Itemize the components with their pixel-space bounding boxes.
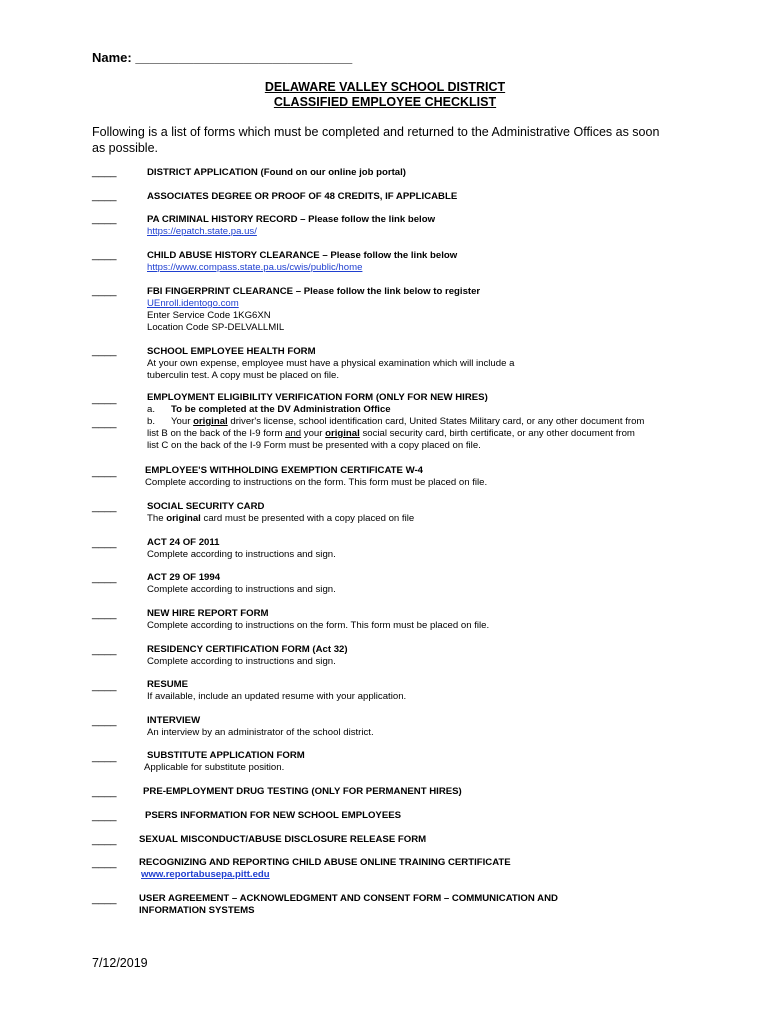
check-blank[interactable]: ____: [92, 572, 117, 584]
list-item: [144, 750, 687, 774]
emphasis-and: and: [285, 428, 302, 439]
checklist-title: CLASSIFIED EMPLOYEE CHECKLIST: [273, 95, 497, 109]
check-blank[interactable]: ____: [92, 466, 117, 478]
sub-item-marker: a.: [147, 404, 156, 415]
sub-item-a: [147, 404, 687, 416]
sub-item-b: [147, 416, 687, 428]
list-item: [143, 786, 683, 798]
sub-item-text: social security card, birth certificate, or any other document from: [359, 428, 635, 439]
item-description: At your own expense, employee must have a physical examination which will include a: [147, 358, 515, 369]
check-blank[interactable]: ____: [92, 249, 117, 261]
item-title: RECOGNIZING AND REPORTING CHILD ABUSE ONLINE TRAINING CERTIFICATE: [139, 857, 511, 868]
check-blank[interactable]: ____: [92, 285, 117, 297]
item-title-continued: INFORMATION SYSTEMS: [139, 905, 255, 916]
check-blank[interactable]: ____: [92, 644, 117, 656]
name-blank-line: ______________________________: [135, 50, 353, 65]
check-blank[interactable]: ____: [92, 751, 117, 763]
list-item: [147, 679, 687, 703]
check-blank[interactable]: ____: [92, 166, 117, 178]
item-title: NEW HIRE REPORT FORM: [147, 608, 269, 619]
child-abuse-clearance-link[interactable]: https://www.compass.state.pa.us/cwis/public/home: [147, 262, 363, 273]
item-description: Complete according to instructions and sign.: [147, 584, 336, 595]
revision-date: 7/12/2019: [92, 956, 148, 970]
item-description: An interview by an administrator of the school district.: [147, 727, 374, 738]
list-item: [147, 250, 687, 274]
report-abuse-training-link[interactable]: www.reportabusepa.pitt.edu: [141, 869, 270, 880]
check-blank[interactable]: ____: [92, 893, 117, 905]
list-item: [147, 715, 687, 739]
item-title: EMPLOYEE'S WITHHOLDING EXEMPTION CERTIFICATE W-4: [145, 465, 424, 476]
district-title: DELAWARE VALLEY SCHOOL DISTRICT: [264, 80, 506, 94]
list-item: [139, 834, 679, 846]
list-item: [147, 286, 687, 334]
check-blank[interactable]: ____: [92, 393, 117, 405]
item-title: PSERS INFORMATION FOR NEW SCHOOL EMPLOYEES: [145, 810, 402, 821]
item-title: ACT 24 OF 2011: [147, 537, 220, 548]
item-title: DISTRICT APPLICATION (Found on our online job portal): [147, 167, 406, 178]
check-blank[interactable]: ____: [92, 345, 117, 357]
emphasis-original: original: [325, 428, 360, 439]
item-title: EMPLOYMENT ELIGIBILITY VERIFICATION FORM (ONLY FOR NEW HIRES): [147, 392, 488, 403]
list-item: [147, 537, 687, 561]
item-description: Complete according to instructions and sign.: [147, 656, 336, 667]
service-code-text: Enter Service Code 1KG6XN: [147, 310, 271, 321]
list-item: [147, 608, 687, 632]
intro-line-2: as possible.: [92, 141, 159, 155]
list-item: [145, 465, 685, 489]
check-blank[interactable]: ____: [92, 857, 117, 869]
name-label: Name:: [92, 50, 132, 65]
list-item: [139, 893, 679, 917]
check-blank[interactable]: ____: [92, 537, 117, 549]
list-item: [145, 810, 685, 822]
check-blank[interactable]: ____: [92, 680, 117, 692]
item-description-text: The: [147, 513, 167, 524]
item-title: FBI FINGERPRINT CLEARANCE – Please follow the link below to register: [147, 286, 481, 297]
check-blank[interactable]: ____: [92, 834, 117, 846]
pa-criminal-history-link[interactable]: https://epatch.state.pa.us/: [147, 226, 257, 237]
intro-line-1: Following is a list of forms which must be completed and returned to the Administrative Offices as soon: [92, 125, 660, 139]
list-item: [139, 857, 679, 881]
check-blank[interactable]: ____: [92, 786, 117, 798]
list-item: [147, 572, 687, 596]
check-blank[interactable]: ____: [92, 715, 117, 727]
check-blank[interactable]: ____: [92, 213, 117, 225]
check-blank[interactable]: ____: [92, 501, 117, 513]
item-title: ASSOCIATES DEGREE OR PROOF OF 48 CREDITS, IF APPLICABLE: [147, 191, 458, 202]
check-blank[interactable]: ____: [92, 608, 117, 620]
item-title: CHILD ABUSE HISTORY CLEARANCE – Please follow the link below: [147, 250, 458, 261]
item-title: SEXUAL MISCONDUCT/ABUSE DISCLOSURE RELEASE FORM: [139, 834, 427, 845]
list-item: [147, 644, 687, 668]
item-title: SCHOOL EMPLOYEE HEALTH FORM: [147, 346, 316, 357]
item-title: USER AGREEMENT – ACKNOWLEDGMENT AND CONSENT FORM – COMMUNICATION AND: [139, 893, 558, 904]
sub-item-text: To be completed at the DV Administration Office: [171, 404, 391, 415]
item-description: If available, include an updated resume with your application.: [147, 691, 407, 702]
item-title: RESIDENCY CERTIFICATION FORM (Act 32): [147, 644, 348, 655]
sub-item-b-line-2: [147, 428, 687, 440]
sub-item-text: list B on the back of the I-9 form: [147, 428, 286, 439]
item-title: PRE-EMPLOYMENT DRUG TESTING (ONLY FOR PERMANENT HIRES): [143, 786, 462, 797]
item-description-text: card must be presented with a copy placed on file: [200, 513, 415, 524]
list-item: [147, 191, 687, 203]
list-item: [147, 392, 687, 452]
fingerprint-registration-link[interactable]: UEnroll.identogo.com: [147, 298, 239, 309]
intro-text: [92, 124, 682, 156]
check-blank[interactable]: ____: [92, 417, 117, 429]
emphasis-original: original: [193, 416, 228, 427]
name-field[interactable]: [92, 50, 352, 65]
location-code-text: Location Code SP-DELVALLMIL: [147, 322, 285, 333]
list-item: [147, 167, 687, 179]
sub-item-text: driver's license, school identification card, United States Military card, or any other document from: [227, 416, 645, 427]
sub-item-b-line-3: list C on the back of the I-9 Form must be presented with a copy placed on file.: [147, 440, 481, 451]
item-title: SUBSTITUTE APPLICATION FORM: [147, 750, 305, 761]
emphasis-original: original: [166, 513, 201, 524]
sub-item-text: Your: [171, 416, 194, 427]
item-title: ACT 29 OF 1994: [147, 572, 221, 583]
item-title: RESUME: [147, 679, 189, 690]
item-description: Applicable for substitute position.: [144, 762, 285, 773]
list-item: [147, 214, 687, 238]
item-title: SOCIAL SECURITY CARD: [147, 501, 265, 512]
sub-item-marker: b.: [147, 416, 156, 427]
item-description: Complete according to instructions on the form. This form must be placed on file.: [147, 620, 490, 631]
item-description: Complete according to instructions on the form. This form must be placed on file.: [145, 477, 488, 488]
item-description: Complete according to instructions and sign.: [147, 549, 336, 560]
sub-item-text: your: [301, 428, 326, 439]
list-item: [147, 346, 687, 382]
check-blank[interactable]: ____: [92, 810, 117, 822]
list-item: [147, 501, 687, 525]
item-title: INTERVIEW: [147, 715, 201, 726]
item-description: [147, 513, 687, 525]
check-blank[interactable]: ____: [92, 190, 117, 202]
item-description: tuberculin test. A copy must be placed on file.: [147, 370, 339, 381]
item-title: PA CRIMINAL HISTORY RECORD – Please follow the link below: [147, 214, 436, 225]
